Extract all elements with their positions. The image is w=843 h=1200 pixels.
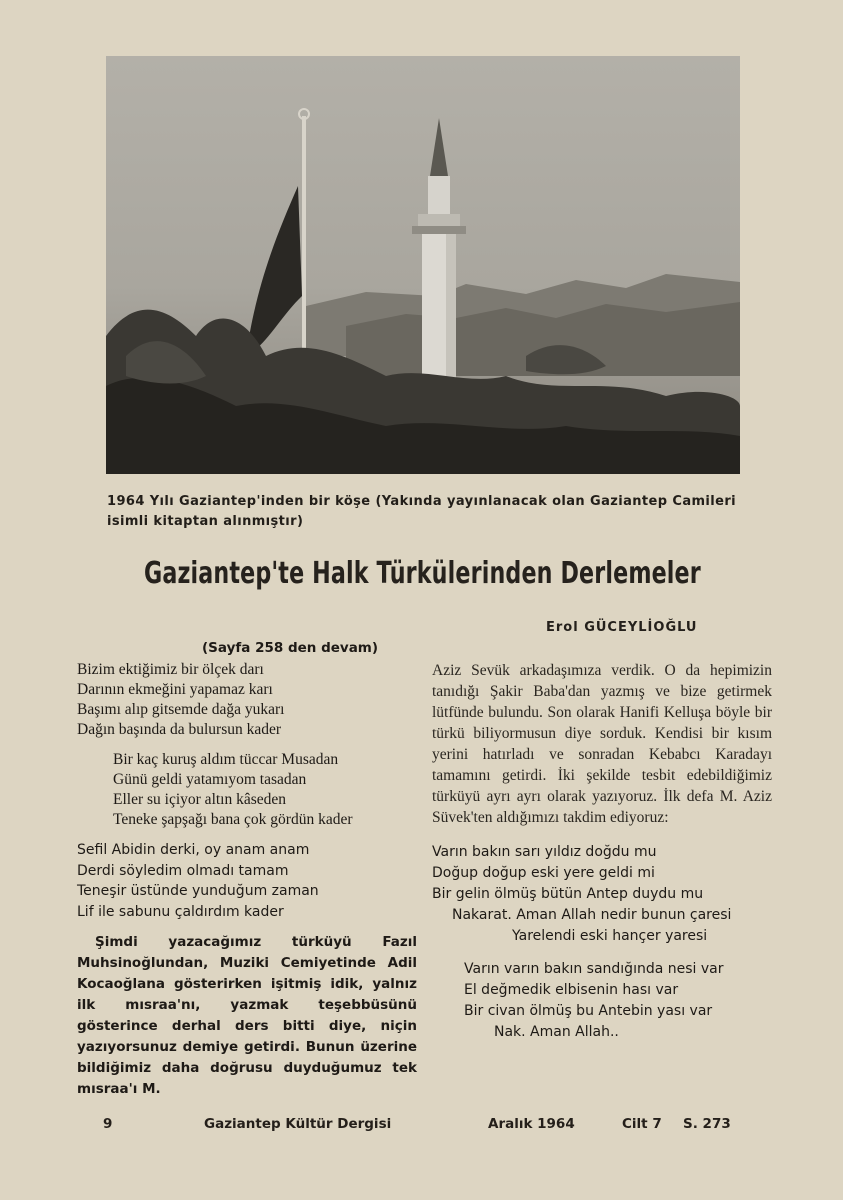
verse-line: Doğup doğup eski yere geldi mi — [432, 865, 655, 881]
verse-line: Derdi söyledim olmadı tamam — [77, 862, 289, 879]
minaret-photo — [106, 56, 740, 474]
verse-line: Lif ile sabunu çaldırdım kader — [77, 903, 284, 920]
verse-line: El değmedik elbisenin hası var — [464, 982, 679, 998]
footer-journal: Gaziantep Kültür Dergisi — [204, 1116, 392, 1132]
footer-date: Aralık 1964 — [488, 1116, 575, 1132]
stanza-5 — [464, 959, 772, 1043]
author-name: Erol GÜCEYLİOĞLU — [546, 620, 698, 635]
left-column — [77, 638, 417, 1100]
stanza-3 — [77, 840, 417, 922]
verse-line: Dağın başında da bulursun kader — [77, 721, 282, 738]
stanza-4 — [432, 842, 772, 947]
body-paragraph: Aziz Sevük arkadaşımıza verdik. O da hepimizin tanıdığı Şakir Baba'dan yazmış ve bize getirmek lütfünde bulundu. Son olarak Hanifi Kelluşa böyle bir türkü biliyormusun diye sorduk. Kendisi bir kısım yerini hatırladı ve sonradan Kebabcı Karadayı tamamını getirdi. İki şekilde tesbit edebildiğimiz türküyü ayrı ayrı olarak yazıyoruz. İlk defa M. Aziz Süvek'ten aldığımızı takdim ediyoruz: — [432, 662, 772, 826]
verse-line: Bir civan ölmüş bu Antebin yası var — [464, 1003, 713, 1019]
verse-line: Günü geldi yatamıyom tasadan — [113, 771, 307, 788]
verse-line: Darının ekmeğini yapamaz karı — [77, 681, 273, 698]
verse-line: Bizim ektiğimiz bir ölçek darı — [77, 661, 264, 678]
verse-line: Yarelendi eski hançer yaresi — [512, 928, 708, 944]
verse-line: Teneşir üstünde yunduğum zaman — [77, 883, 319, 899]
page-reference: (Sayfa 258 den devam) — [202, 640, 379, 656]
verse-line: Varın varın bakın sandığında nesi var — [464, 961, 724, 977]
verse-line: Nak. Aman Allah.. — [494, 1024, 619, 1040]
footer-page-number: 9 — [103, 1116, 113, 1132]
photo-caption: 1964 Yılı Gaziantep'inden bir köşe (Yakında yayınlanacak olan Gaziantep Camileri isimli kitaptan alınmıştır) — [107, 494, 737, 529]
verse-line: Bir kaç kuruş aldım tüccar Musadan — [113, 751, 339, 768]
footer-issue: S. 273 — [683, 1116, 731, 1132]
photo-scene — [106, 56, 740, 474]
verse-line: Bir gelin ölmüş bütün Antep duydu mu — [432, 886, 704, 902]
verse-line: Varın bakın sarı yıldız doğdu mu — [432, 844, 657, 860]
stanza-2 — [113, 750, 417, 830]
stanza-1 — [77, 660, 417, 740]
verse-line: Teneke şapşağı bana çok gördün kader — [113, 811, 353, 828]
right-column — [432, 660, 772, 1043]
footer-volume: Cilt 7 — [622, 1116, 662, 1132]
body-paragraph: Şimdi yazacağımız türküyü Fazıl Muhsinoğlundan, Muziki Cemiyetinde Adil Kocaoğlana gösterirken işitmiş idik, yalnız ilk mısraa'nı, yazmak teşebbüsünü gösterince derhal ders bitti diye, niçin yazıyorsunuz demiye getirdi. Bunun üzerine bildiğimiz daha doğrusu duyduğumuz tek mısraa'ı M. — [77, 934, 417, 1097]
article-title: Gaziantep'te Halk Türkülerinden Derlemeler — [143, 556, 701, 591]
verse-line: Nakarat. Aman Allah nedir bunun çaresi — [452, 907, 732, 923]
verse-line: Sefil Abidin derki, oy anam anam — [77, 842, 310, 858]
verse-line: Eller su içiyor altın kâseden — [113, 791, 287, 808]
verse-line: Başımı alıp gitsemde dağa yukarı — [77, 701, 285, 718]
